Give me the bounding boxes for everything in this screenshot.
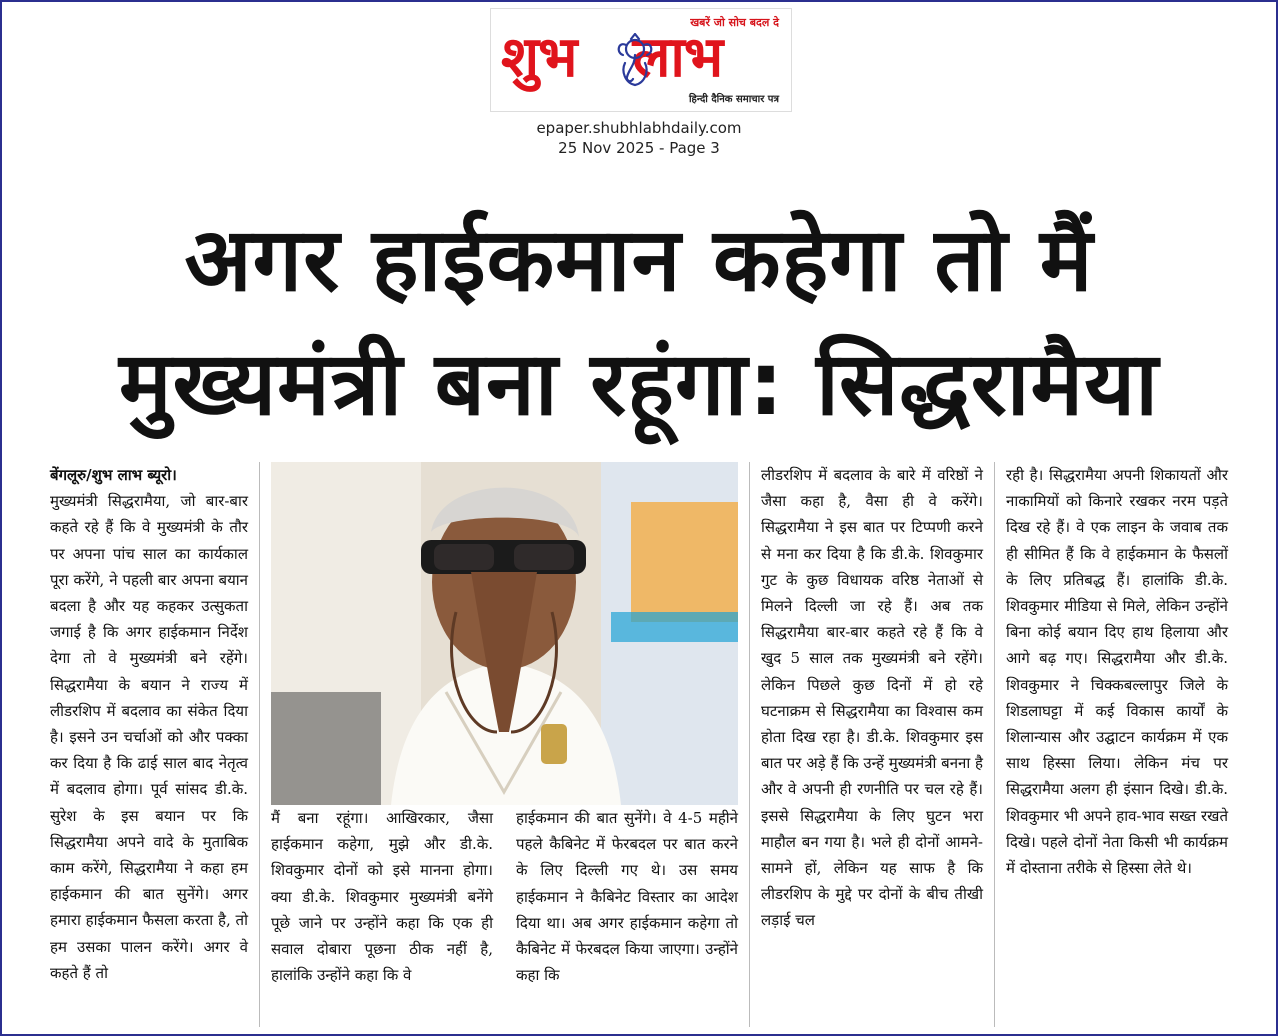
masthead-subtitle: हिन्दी दैनिक समाचार पत्र bbox=[688, 94, 779, 105]
article-column-3 bbox=[516, 805, 738, 988]
article-column-2 bbox=[271, 805, 493, 988]
logo-word-right: लाभ bbox=[632, 25, 723, 90]
column-2-text: मैं बना रहूंगा। आखिरकार, जैसा हाईकमान कहेगा, मुझे और डी.के. शिवकुमार दोनों को इसे मानना होगा। क्या डी.के. शिवकुमार मुख्यमंत्री बनेंगे पूछे जाने पर उन्होंने कहा कि एक ही सवाल दोबारा पूछना ठीक नहीं है, हालांकि उन्होंने कहा कि वे bbox=[271, 809, 493, 985]
article-column-5 bbox=[1006, 462, 1228, 881]
column-4-text: लीडरशिप में बदलाव के बारे में वरिष्ठों ने जैसा कहा है, वैसा ही वे करेंगे। सिद्धरामैया ने इस बात पर टिप्पणी करने से मना कर दिया है कि डी.के. शिवकुमार गुट के कुछ विधायक वरिष्ठ नेताओं से मिलने दिल्ली जा रहे हैं। अब तक सिद्धरामैया बार-बार कहते रहे हैं कि वे खुद 5 साल तक मुख्यमंत्री बने रहेंगे। लेकिन पिछले कुछ दिनों में हो रहे घटनाक्रम से सिद्धरामैया का विश्वास कम होता दिख रहा है। डी.के. शिवकुमार इस बात पर अड़े हैं कि उन्हें मुख्यमंत्री बनना है और वे अपनी ही रणनीति पर चल रहे हैं। इससे सिद्धरामैया के लिए घुटन भरा माहौल बन गया है। भले ही दोनों आमने-सामने हों, लेकिन यह साफ है कि लीडरशिप के मुद्दे पर दोनों के बीच तीखी लड़ाई चल bbox=[761, 466, 983, 930]
masthead-tagline: खबरें जो सोच बदल दे bbox=[690, 16, 779, 29]
article-column-1 bbox=[50, 462, 248, 986]
column-3-text: हाईकमान की बात सुनेंगे। वे 4-5 महीने पहले कैबिनेट में फेरबदल पर बात करने के लिए दिल्ली गए थे। उस समय हाईकमान ने कैबिनेट विस्तार का आदेश दिया था। अब अगर हाईकमान कहेगा तो कैबिनेट में फेरबदल किया जाएगा। उन्होंने कहा कि bbox=[516, 809, 738, 985]
column-divider bbox=[749, 462, 750, 1027]
headline bbox=[0, 198, 1278, 446]
edition-info bbox=[0, 118, 1278, 158]
masthead-logo[interactable] bbox=[490, 8, 792, 112]
epaper-url[interactable]: epaper.shubhlabhdaily.com bbox=[536, 119, 742, 137]
ganesh-icon bbox=[613, 33, 657, 89]
column-1-text: मुख्यमंत्री सिद्धरामैया, जो बार-बार कहते रहे हैं कि वे मुख्यमंत्री के तौर पर अपना पांच साल का कार्यकाल पूरा करेंगे, ने पहली बार अपना बयान बदला है और यह कहकर उत्सुकता जगाई है कि अगर हाईकमान निर्देश देगा तो वे मुख्यमंत्री बने रहेंगे। सिद्धरामैया के बयान ने राज्य में लीडरशिप में बदलाव का संकेत दिया है। इसने उन चर्चाओं को और पक्का कर दिया है कि ढाई साल बाद नेतृत्व में बदलाव होगा। पूर्व सांसद डी.के. सुरेश के इस बयान पर कि सिद्धरामैया अपने वादे के मुताबिक काम करेंगे, सिद्धरामैया ने कहा हम हाईकमान की बात सुनेंगे। अगर हमारा हाईकमान फैसला करता है, तो हम उसका पालन करेंगे। अगर वे कहते हैं तो bbox=[50, 492, 248, 982]
headline-line-1: अगर हाईकमान कहेगा तो मैं bbox=[184, 208, 1094, 311]
column-divider bbox=[259, 462, 260, 1027]
logo-word-left: शुभ bbox=[501, 25, 577, 90]
column-divider bbox=[994, 462, 995, 1027]
date-page: 25 Nov 2025 - Page 3 bbox=[558, 139, 720, 157]
leader-photo-illustration bbox=[271, 462, 738, 805]
news-photo bbox=[271, 462, 738, 805]
article-column-4 bbox=[761, 462, 983, 934]
column-5-text: रही है। सिद्धरामैया अपनी शिकायतों और नाकामियों को किनारे रखकर नरम पड़ते दिख रहे हैं। वे एक लाइन के जवाब तक ही सीमित हैं कि वे हाईकमान के फैसलों के लिए प्रतिबद्ध हैं। हालांकि डी.के. शिवकुमार मीडिया से मिले, लेकिन उन्होंने बिना कोई बयान दिए हाथ हिलाया और आगे बढ़ गए। सिद्धरामैया और डी.के. शिवकुमार ने चिक्कबल्लापुर जिले के शिडलाघट्टा में कई विकास कार्यों के शिलान्यास और उद्घाटन कार्यक्रम में एक साथ हिस्सा लिया। लेकिन मंच पर सिद्धरामैया अलग ही इंसान दिखे। डी.के. शिवकुमार भी अपने हाव-भाव सख्त रखते दिखे। पहले दोनों नेता किसी भी कार्यक्रम में दोस्ताना तरीके से हिस्सा लेते थे। bbox=[1006, 466, 1228, 878]
headline-line-2: मुख्यमंत्री बना रहूंगा: सिद्धरामैया bbox=[118, 332, 1159, 435]
dateline: बेंगलूरु/शुभ लाभ ब्यूरो। bbox=[50, 466, 177, 484]
logo-wordmark bbox=[501, 23, 722, 93]
